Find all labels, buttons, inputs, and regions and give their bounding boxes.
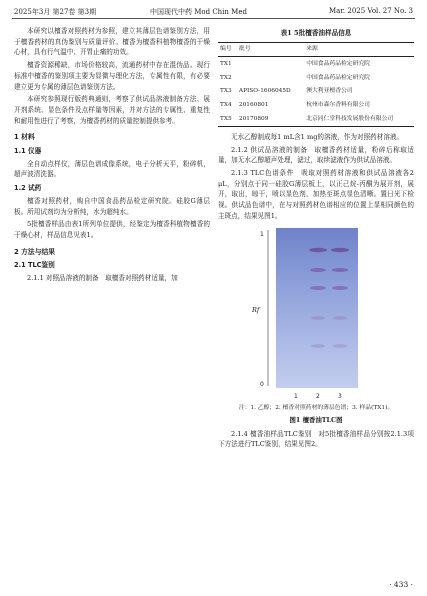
tlc-spot	[331, 247, 349, 251]
table-cell: TX2	[220, 74, 232, 81]
body-paragraph: 本研究参照现行版药典通则，考察了供试品溶液制备方法、展开剂系统、显色条件及点样量等因素，并对方法的专属性、重复性和耐用性进行了考察，为檀香药材的质量控制提供参考。	[14, 95, 210, 125]
body-paragraph: 2.1.4 檀香油样品TLC鉴别 对5批檀香油样品分别按2.1.3项下方法进行TLC鉴别，结果见图2。	[218, 429, 414, 449]
tlc-plate-image	[248, 226, 388, 402]
x-tick-label: 2	[316, 392, 320, 400]
x-tick-label: 3	[338, 392, 342, 400]
y-axis-label: Rf	[252, 305, 260, 314]
tlc-spot	[332, 286, 348, 290]
subsection-heading: 1.2 试药	[14, 184, 42, 193]
table-header-cell: 来源	[304, 42, 414, 57]
body-paragraph: 2.1.1 对照品溶液的制备 取檀香对照药材适量，加	[27, 274, 178, 283]
table-cell	[237, 57, 304, 71]
table-header-cell: 批号	[237, 42, 304, 57]
header-issue-en: Mar. 2025 Vol. 27 No. 3	[329, 7, 413, 15]
section-heading: 1 材料	[14, 133, 35, 142]
table-cell: 中国食品药品检定研究院	[306, 60, 370, 67]
tlc-spot	[333, 316, 347, 320]
tlc-spot	[310, 268, 326, 272]
table-header-row	[218, 42, 414, 57]
header-rule	[12, 18, 415, 19]
running-header	[0, 0, 427, 20]
header-journal: 中国现代中药 Mod Chin Med	[150, 8, 247, 16]
table-cell: TX5	[218, 112, 237, 126]
table-cell: 北京同仁堂科技发展股份有限公司	[304, 112, 414, 126]
tlc-spot	[311, 344, 325, 348]
tlc-spot	[309, 247, 327, 251]
table-cell: 澳大利亚檀香公司	[306, 88, 353, 95]
header-issue: 2025年3月 第27卷 第3期	[14, 8, 97, 16]
tlc-figure	[218, 226, 414, 402]
body-paragraph: 2.1.2 供试品溶液的制备 取檀香药材适量，粉碎后称取适量，加无水乙醇超声处理，滤过，取续滤液作为供试品溶液。	[218, 145, 414, 165]
table-cell: 中国食品药品检定研究院	[306, 74, 370, 81]
x-tick-label: 1	[294, 392, 298, 400]
body-paragraph: 2.1.3 TLC色谱条件 吸取对照药材溶液和供试品溶液各2 μL，分别点于同一硅胶G薄层板上，以正己烷-丙酮为展开剂，展开，取出，晾干，喷以显色剂，加热至斑点显色清晰。置日光下检视。供试品色谱中，在与对照药材色谱相应的位置上显相同颜色的主斑点，结果见图1。	[218, 169, 414, 220]
right-column	[218, 26, 414, 586]
subsection-heading: 2.1 TLC鉴别	[14, 261, 55, 270]
table-cell: 杭州市森尔香料有限公司	[306, 102, 370, 109]
table-row	[218, 112, 414, 126]
figure-title: 图1 檀香油TLC图	[289, 415, 343, 424]
subsection-heading: 1.1 仪器	[14, 147, 42, 156]
y-tick-label: 1	[260, 230, 264, 238]
table-row	[218, 71, 414, 85]
body-paragraph: 檀香资源稀缺，市场价格较高，流通药材中存在混伪品。现行标准中檀香的鉴别项主要为显微与理化方法，专属性有限，有必要建立更为专属的薄层色谱鉴别方法。	[14, 61, 210, 91]
y-tick-label: 0	[260, 380, 264, 388]
table-cell: APISO-1606045D	[238, 88, 291, 95]
sample-info-table	[218, 42, 414, 127]
table-cell: 20170809	[237, 112, 304, 126]
table-cell: TX1	[220, 60, 232, 67]
figure-note: 注：1. 乙醇；2. 檀香对照药材的薄层色谱；3. 样品(TX1)。	[238, 404, 394, 411]
table-caption: 表1 5批檀香油样品信息	[280, 29, 352, 37]
table-cell	[237, 71, 304, 85]
tlc-spot	[311, 316, 325, 320]
table-row	[218, 57, 414, 71]
table-cell: TX4	[220, 102, 232, 109]
tlc-spot	[333, 344, 347, 348]
table-cell: TX3	[220, 88, 232, 95]
body-paragraph: 本研究以檀香对照药材为参照，建立其薄层色谱鉴别方法，用于檀香药材的真伪鉴别与质量评价。檀香为檀香科植物檀香的干燥心材，具有行气温中、开胃止痛的功效。	[14, 27, 210, 57]
body-paragraph: 无水乙醇制成每1 mL含1 mg的溶液，作为对照药材溶液。	[231, 132, 404, 141]
sample-paragraph: 5批檀香样品由表1所列单位提供，经鉴定为檀香科植物檀香的干燥心材，样品信息见表1。	[14, 220, 210, 239]
table-row	[218, 99, 414, 113]
page-number: · 433 ·	[389, 580, 413, 589]
tlc-spot	[310, 286, 326, 290]
instrument-paragraph: 全自动点样仪，薄层色谱成像系统，电子分析天平，粉碎机，超声波清洗器。	[14, 159, 210, 179]
table-row	[218, 85, 414, 99]
table-header-cell: 编号	[218, 42, 237, 57]
table-cell: 20160801	[238, 102, 269, 109]
section-heading: 2 方法与结果	[14, 247, 56, 256]
tlc-spot	[332, 268, 348, 272]
reagent-paragraph: 檀香对照药材，购自中国食品药品检定研究院。硅胶G薄层板。所用试剂均为分析纯，水为超纯水。	[14, 196, 210, 216]
left-column	[14, 26, 210, 586]
